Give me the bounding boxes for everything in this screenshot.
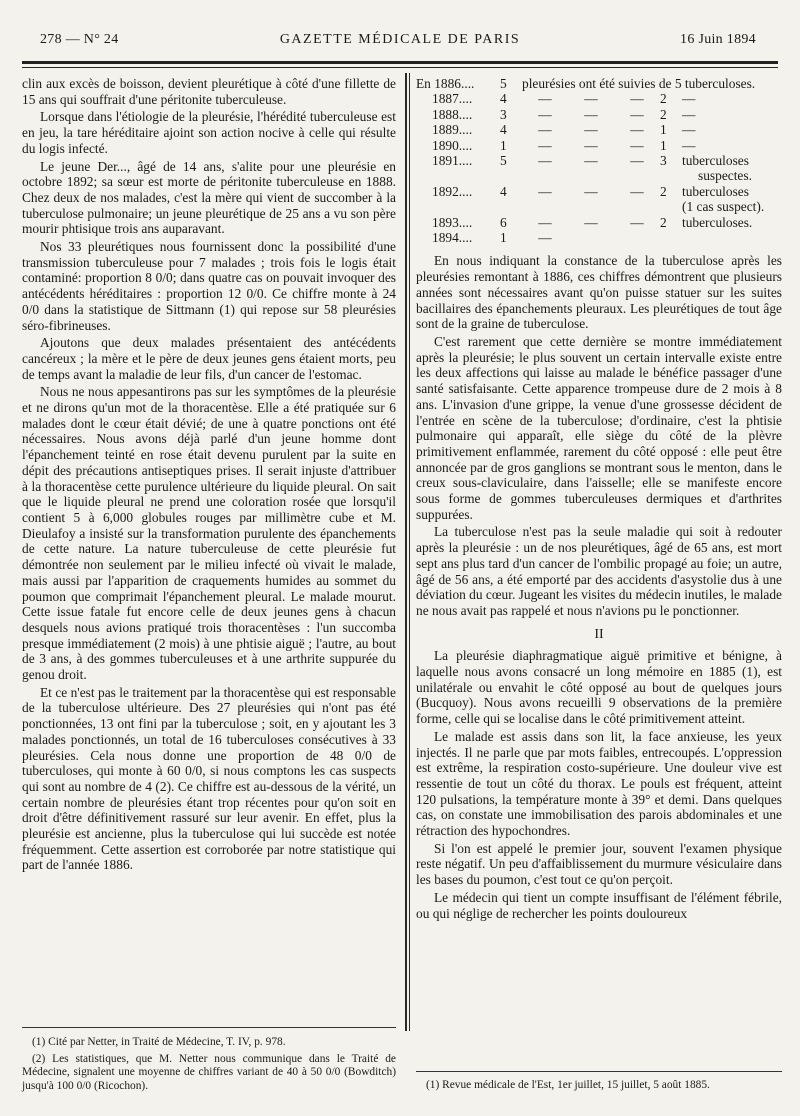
ditto-mark: — — [538, 230, 552, 246]
year-cell: 1891.... — [432, 153, 473, 169]
footnote-rule-left — [22, 1027, 396, 1028]
ditto-mark: — — [538, 122, 552, 138]
result-note: — — [682, 137, 696, 153]
column-divider — [405, 73, 407, 1031]
footnotes-right — [416, 1079, 782, 1096]
paragraph: Ajoutons que deux malades présentaient des antécédents cancéreux ; la mère et le père de deux jeunes gens étaient morts, peu de temps avant la maladie de leur fils, d'un cancer de l'estomac. — [22, 335, 396, 382]
count-cell: 5 — [500, 76, 507, 91]
count-cell: 1 — [500, 137, 507, 153]
year-cell: 1889.... — [432, 122, 473, 138]
paragraph: clin aux excès de boisson, devient pleurétique à côté d'une fillette de 15 ans qui souffrait d'une péritonite tuberculeuse. — [22, 76, 396, 107]
table-row — [416, 138, 782, 153]
ditto-mark: — — [584, 183, 598, 199]
paragraph: Lorsque dans l'étiologie de la pleurésie, l'hérédité tuberculeuse est en jeu, la tare héréditaire ajoint son action nocive à celle qui résulte du logis infecté. — [22, 109, 396, 156]
result-cell: 2 — [660, 183, 667, 199]
year-cell: 1894.... — [432, 230, 473, 246]
issue-date: 16 Juin 1894 — [680, 32, 756, 47]
ditto-mark: — — [584, 91, 598, 107]
result-note-extra: (1 cas suspect). — [682, 199, 765, 215]
paragraph: Nous ne nous appesantirons pas sur les symptômes de la pleurésie et ne dirons qu'un mot de la thoracentèse. Elle a été pratiquée sur 6 malades dont le cœur était dévié; de une à quatre ponctions ont été nécessaires. Nous avons déjà parlé d'un jeune homme dont l'épanchement teinté en rose était devenu purulent par la suite en dépit des précautions antiseptiques prises. Il serait injuste d'attribuer à la thoracentèse cette purulence ultérieure du liquide pleural. On sait que le liquide pleural ne prend une coloration rosée que lorsqu'il contient 5 à 6,000 globules rouges par millimètre cube et M. Dieulafoy a insisté sur la transformation purulente des épanchements de cette nature. La nature tuberculeuse de cette pleurésie fut démontrée non seulement par le milieu infecté où vivait le malade, mais aussi par l'apparition de craquements humides au sommet du poumon que comprimait l'épanchement pleural. Le malade mourut. Cette issue fatale fut encore celle de deux jeunes gens à chacun desquels nous avions pratiqué trois thoracentèses : l'un succomba presque immédiatement (2 mois) à une phtisie aiguë ; l'autre, au bout de 3 ans, à des gommes tuberculeuses et à une arthrite suppurée du genou droit. — [22, 384, 396, 683]
paragraph: Le médecin qui tient un compte insuffisant de l'élément fébrile, ou qui néglige de rechercher les points douloureux — [416, 889, 782, 921]
table-row — [416, 153, 782, 168]
ditto-mark: — — [538, 153, 552, 169]
ditto-mark: — — [630, 214, 644, 230]
ditto-mark: — — [584, 122, 598, 138]
year-cell: 1892.... — [432, 183, 473, 199]
paragraph: La tuberculose n'est pas la seule maladie qui soit à redouter après la pleurésie : un de nos pleurétiques, âgé de 65 ans, est mort sept ans plus tard d'un cancer de l'ombilic propagé au foie; un autre, âgé de 56 ans, a été emporté par des accidents d'asystolie dus à une déviation du cœur. Jugeant les visites du médecin inutiles, le malade ne nous avait pas rappelé et nous n'avions pu le ponctionner. — [416, 524, 782, 618]
ditto-mark: — — [630, 91, 644, 107]
ditto-mark: — — [630, 122, 644, 138]
ditto-mark: — — [538, 214, 552, 230]
year-cell: En 1886.... — [416, 76, 475, 91]
statistics-table — [416, 76, 782, 245]
year-cell: 1890.... — [432, 137, 473, 153]
left-column — [22, 76, 396, 873]
right-column — [416, 76, 782, 921]
ditto-mark: — — [584, 214, 598, 230]
page-number: 278 — N° 24 — [40, 32, 119, 47]
result-cell: 1 — [660, 137, 667, 153]
ditto-mark: — — [538, 183, 552, 199]
count-cell: 4 — [500, 91, 507, 107]
result-note-extra: suspectes. — [698, 168, 752, 184]
header-rule-thin — [22, 67, 778, 68]
footnotes-left — [22, 1036, 396, 1096]
paragraph: En nous indiquant la constance de la tuberculose après les pleurésies remontant à 1886, ces chiffres démontrent que plusieurs années sont nécessaires avant qu'on puisse statuer sur les suites bacillaires des épanchements pleuraux. Les pleurétiques de tout âge sont de la graine de tuberculose. — [416, 253, 782, 332]
year-cell: 1887.... — [432, 91, 473, 107]
count-cell: 1 — [500, 230, 507, 246]
paragraph: Le malade est assis dans son lit, la face anxieuse, les yeux injectés. Il ne parle que par mots faibles, entrecoupés. L'oppression est extrême, la respiration costo-supérieure. Une douleur vive est ressentie de tout un côté du thorax. Le pouls est fréquent, atteint 120 pulsations, la température monte à 39° et demi. Dans quelques cas, on constate une immobilisation des parois abdominales et une rétraction des hypochondres. — [416, 728, 782, 839]
ditto-mark: — — [630, 106, 644, 122]
result-note: tuberculoses. — [682, 214, 753, 230]
year-cell: 1893.... — [432, 214, 473, 230]
column-divider-thin — [409, 73, 410, 1031]
result-note: — — [682, 106, 696, 122]
paragraph: Le jeune Der..., âgé de 14 ans, s'alite pour une pleurésie en octobre 1892; sa sœur est morte de péritonite tuberculeuse en 1888. Chez deux de nos malades, c'est la mère qui vient de succomber à la tuberculose pulmonaire; un jeune pleurétique de 25 ans a vu son père mourir phtisique trois ans auparavant. — [22, 158, 396, 237]
footnote: (2) Les statistiques, que M. Netter nous communique dans le Traité de Médecine, signalent une moyenne de chiffres variant de 40 à 50 0/0 (Bowditch) jusqu'à 100 0/0 (Ricochon). — [22, 1052, 396, 1092]
count-cell: 4 — [500, 122, 507, 138]
page-header — [22, 28, 778, 52]
table-row — [416, 76, 782, 91]
result-cell: 2 — [660, 106, 667, 122]
result-cell: 2 — [660, 214, 667, 230]
ditto-mark: — — [630, 183, 644, 199]
year-cell: 1888.... — [432, 106, 473, 122]
table-row — [416, 168, 782, 183]
ditto-mark: — — [630, 137, 644, 153]
result-note: tuberculoses — [682, 183, 749, 199]
result-cell: 1 — [660, 122, 667, 138]
journal-title: GAZETTE MÉDICALE DE PARIS — [279, 32, 521, 47]
paragraph: C'est rarement que cette dernière se montre immédiatement après la pleurésie; le plus souvent un certain intervalle existe entre les deux affections qui laisse au malade le bénéfice passager d'une santé satisfaisante. Cette apparence trompeuse dure de 2 mois à 8 ans. L'invasion d'une grippe, la venue d'une grossesse décident de l'entrée en scène de la tuberculose; d'ordinaire, c'est la phtisie pulmonaire qui apparaît, elle siège du côté de la plèvre primitivement enflammée, rarement du côté opposé : elle peut être annoncée par de gros ganglions se montrant sous le menton, dans le creux sous-claviculaire, dans l'aisselle; elle se manifeste encore sous forme de gommes tuberculeuses dermiques et d'arthrites suppurées. — [416, 333, 782, 522]
table-row — [416, 122, 782, 137]
paragraph: Nos 33 pleurétiques nous fournissent donc la possibilité d'une transmission tuberculeuse pour 7 malades ; trois fois le logis était contaminé: proportion 8 0/0; dans quatre cas on pouvait invoquer des antécédents héréditaires : proportion 12 0/0. Ce chiffre monte à 24 0/0 dans la statistique de Sittmann (1) qui repose sur 58 pleurésies séro-fibrineuses. — [22, 239, 396, 333]
table-row — [416, 184, 782, 199]
result-cell: 3 — [660, 153, 667, 169]
count-cell: 5 — [500, 153, 507, 169]
ditto-mark: — — [538, 106, 552, 122]
result-cell: 2 — [660, 91, 667, 107]
table-row — [416, 230, 782, 245]
footnote: (1) Revue médicale de l'Est, 1er juillet, 15 juillet, 5 août 1885. — [426, 1079, 710, 1091]
result-note: — — [682, 91, 696, 107]
ditto-mark: — — [538, 137, 552, 153]
table-row — [416, 199, 782, 214]
paragraph: La pleurésie diaphragmatique aiguë primitive et bénigne, à laquelle nous avons consacré un long mémoire en 1885 (1), est unilatérale ou envahit le côté opposé au bout de quelques jours (Bucquoy). Nous avons recueilli 9 observations de la première forme, celle qui se localise dans le côté primitivement atteint. — [416, 648, 782, 727]
footnote: (1) Cité par Netter, in Traité de Médecine, T. IV, p. 978. — [32, 1036, 286, 1048]
paragraph: Si l'on est appelé le premier jour, souvent l'examen physique reste négatif. Un peu d'affaiblissement du murmure vésiculaire dans les bases du poumon, c'est tout ce qu'on perçoit. — [416, 840, 782, 888]
ditto-mark: — — [538, 91, 552, 107]
count-cell: 4 — [500, 183, 507, 199]
count-cell: 6 — [500, 214, 507, 230]
footnote-rule-right — [416, 1071, 782, 1072]
ditto-mark: — — [584, 106, 598, 122]
ditto-mark: — — [584, 153, 598, 169]
ditto-mark: — — [630, 153, 644, 169]
table-row — [416, 91, 782, 106]
section-heading: II — [594, 626, 604, 642]
count-cell: 3 — [500, 106, 507, 122]
result-note: — — [682, 122, 696, 138]
header-rule-thick — [22, 61, 778, 64]
paragraph: Et ce n'est pas le traitement par la thoracentèse qui est responsable de la tuberculose ultérieure. Des 27 pleurésies qui n'ont pas été ponctionnées, 13 ont fini par la tuberculose ; soit, en y ajoutant les 3 malades ponctionnés, un total de 16 tuberculoses consécutives à 33 pleurésies. Cela nous donne une proportion de 48 0/0 de tuberculoses, qui monte à 60 0/0, si nous comptons les cas suspects qui sont au nombre de 4 (2). Ce chiffre est au-dessous de la vérité, un certain nombre de pleurésies étant trop récentes pour qu'on soit en droit d'être définitivement rassuré sur leur avenir. En effet, plus la pleurésie est ancienne, plus la tuberculose qui lui succède est notée fréquemment. Cette assertion est corroborée par notre statistique qui part de l'année 1886. — [22, 684, 396, 873]
table-row — [416, 107, 782, 122]
table-row — [416, 215, 782, 230]
row-text: pleurésies ont été suivies de 5 tuberculoses. — [522, 76, 756, 91]
result-note: tuberculoses — [682, 153, 749, 169]
ditto-mark: — — [584, 137, 598, 153]
